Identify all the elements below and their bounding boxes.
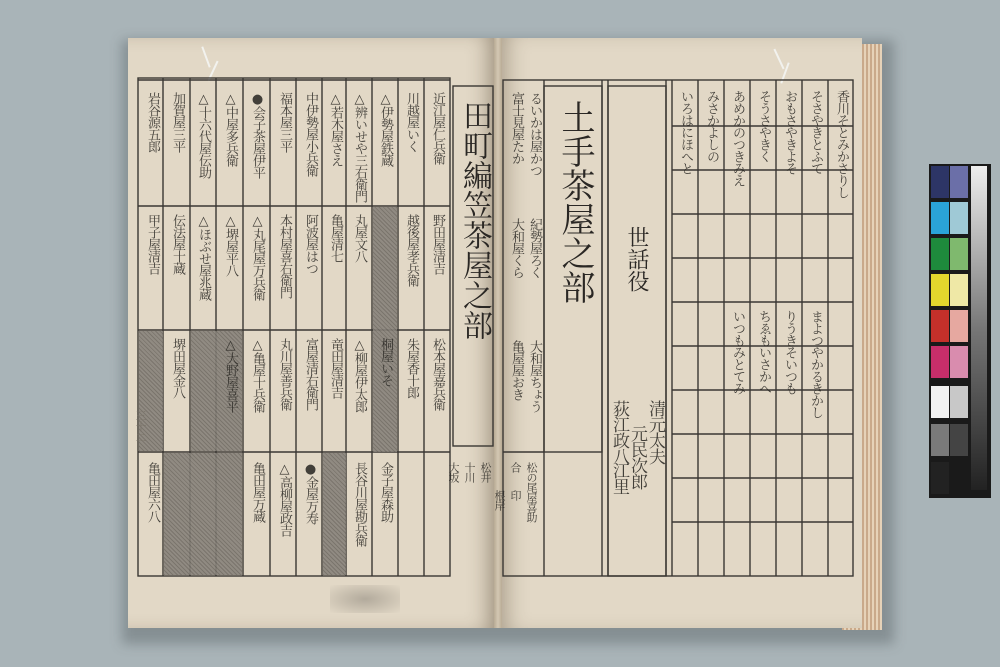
poem-column: みさかよしの bbox=[704, 90, 719, 162]
color-swatch bbox=[931, 346, 949, 378]
entry-name: 長谷川屋勘兵衛 bbox=[352, 462, 367, 546]
entry-name: △ほぶせ屋兆蔵 bbox=[196, 214, 211, 300]
entry-name: 越後屋孝兵衛 bbox=[404, 214, 419, 286]
poem-column: ちゑもいさかへ bbox=[756, 310, 771, 394]
entry-name: 川越屋いく bbox=[404, 92, 419, 152]
entry-name: 野田屋清吉 bbox=[430, 214, 445, 274]
color-swatch bbox=[950, 346, 968, 378]
entry-name: 大和屋くら bbox=[509, 218, 524, 278]
entry-name: △丸尾屋万兵衛 bbox=[250, 214, 265, 300]
entry-name: △十六代屋伝助 bbox=[196, 92, 211, 178]
entry-name: 阿波屋はつ bbox=[303, 214, 318, 274]
entry-name: 紀勢屋ろく bbox=[527, 218, 542, 278]
color-swatch bbox=[931, 424, 949, 456]
entry-name: 亀田屋六八 bbox=[145, 462, 160, 522]
poem-column: いつもみとてみ bbox=[730, 310, 745, 394]
entry-name: 亀屋清七 bbox=[328, 214, 343, 262]
legend-mark: 合 bbox=[509, 462, 522, 472]
entry-name: るいかは屋かつ bbox=[527, 92, 542, 176]
entry-name: 松本屋嘉兵衛 bbox=[430, 338, 445, 410]
official-name: 元民次郎 bbox=[627, 425, 647, 489]
legend-row: 根岸 bbox=[493, 490, 506, 510]
entry-name: 亀田屋万蔵 bbox=[250, 462, 265, 522]
entry-name: 岩谷源五郎 bbox=[145, 92, 160, 152]
entry-name: 伝法屋十蔵 bbox=[170, 214, 185, 274]
ink-block bbox=[164, 453, 242, 575]
entry-name: 亀屋屋おき bbox=[509, 340, 524, 400]
entry-name: 金子屋森助 bbox=[378, 462, 393, 522]
color-swatch bbox=[950, 202, 968, 234]
entry-name: 甲子屋清吉 bbox=[145, 214, 160, 274]
ink-block bbox=[323, 453, 346, 575]
entry-name: 堺田屋金八 bbox=[170, 338, 185, 398]
entry-name: △辨いせや三右衛門 bbox=[352, 92, 367, 202]
color-calibration-target bbox=[929, 164, 991, 498]
entry-name: 近江屋仁兵衛 bbox=[430, 92, 445, 164]
entry-name: 丸屋文八 bbox=[352, 214, 367, 262]
entry-name: 福本屋三平 bbox=[277, 92, 292, 152]
left-section-title: 田町編笠茶屋之部 bbox=[457, 100, 492, 340]
entry-name: △伊勢屋鉄蔵 bbox=[378, 92, 393, 166]
poem-column: そうさやきく bbox=[756, 90, 771, 162]
official-name: 江里 bbox=[609, 462, 629, 494]
poem-column: そさやきとふて bbox=[808, 90, 823, 174]
color-swatch bbox=[931, 238, 949, 270]
color-swatch bbox=[950, 238, 968, 270]
color-swatch bbox=[931, 310, 949, 342]
entry-name: △柳屋伊太郎 bbox=[352, 338, 367, 412]
official-name: 清元太夫 bbox=[645, 400, 665, 464]
legend-mark: 印 bbox=[509, 490, 522, 500]
color-swatch bbox=[950, 424, 968, 456]
poem-column: りうきそいつも bbox=[782, 310, 797, 394]
color-swatch bbox=[931, 166, 949, 198]
color-swatch bbox=[931, 202, 949, 234]
entry-name: △高柳屋政吉 bbox=[277, 462, 292, 536]
entry-name: △亀屋十兵衛 bbox=[250, 338, 265, 412]
entry-name: ●会子茶屋伊平 bbox=[250, 92, 265, 178]
color-swatch bbox=[950, 274, 968, 306]
entry-name: 朱屋香十郎 bbox=[404, 338, 419, 398]
page-stain bbox=[330, 585, 400, 613]
poem-column: 香川そとみかさりし bbox=[834, 90, 849, 198]
entry-name: 大和屋ちょう bbox=[527, 340, 542, 412]
color-swatch bbox=[950, 310, 968, 342]
legend-row: 大坂 bbox=[447, 462, 460, 482]
color-swatch bbox=[931, 386, 949, 418]
entry-name: △堺屋平八 bbox=[223, 214, 238, 276]
section-label: 世話役 bbox=[624, 226, 649, 292]
entry-name: 加賀屋三平 bbox=[170, 92, 185, 152]
entry-name: 丸川屋善兵衛 bbox=[277, 338, 292, 410]
color-swatch bbox=[950, 386, 968, 418]
entry-name: 富屋清右衛門 bbox=[303, 338, 318, 410]
entry-name: 桐屋いそ bbox=[378, 338, 393, 386]
right-section-title: 土手茶屋之部 bbox=[555, 100, 595, 304]
entry-name: ●金屋万寿 bbox=[303, 462, 318, 524]
entry-name: 富士見屋たか bbox=[509, 92, 524, 164]
entry-name: 竜田屋清吉 bbox=[328, 338, 343, 398]
entry-name: △若木屋さえ bbox=[328, 92, 343, 166]
poem-column: まよつやかるきかし bbox=[808, 310, 823, 418]
legend-bottom: 松の尾屋喜助 bbox=[525, 462, 538, 522]
legend-row: 十川 bbox=[463, 462, 476, 482]
poem-column: いろはにほへと bbox=[678, 90, 693, 174]
entry-name: △中屋多兵衛 bbox=[223, 92, 238, 166]
legend-row: 松井 bbox=[479, 462, 492, 482]
color-swatch bbox=[971, 166, 987, 490]
page-number: 三十二 bbox=[134, 410, 147, 443]
ink-block bbox=[373, 207, 397, 452]
entry-name: 中伊勢屋小兵衛 bbox=[303, 92, 318, 176]
entry-name: 本村屋喜右衛門 bbox=[277, 214, 292, 298]
official-name: 荻江政八 bbox=[609, 400, 629, 464]
poem-column: おもさやきよそ bbox=[782, 90, 797, 174]
color-swatch bbox=[950, 166, 968, 198]
poem-column: あめかのつきみえ bbox=[730, 90, 745, 186]
color-swatch bbox=[931, 274, 949, 306]
color-swatch bbox=[931, 462, 949, 494]
entry-name: △大野屋喜平 bbox=[223, 338, 238, 412]
